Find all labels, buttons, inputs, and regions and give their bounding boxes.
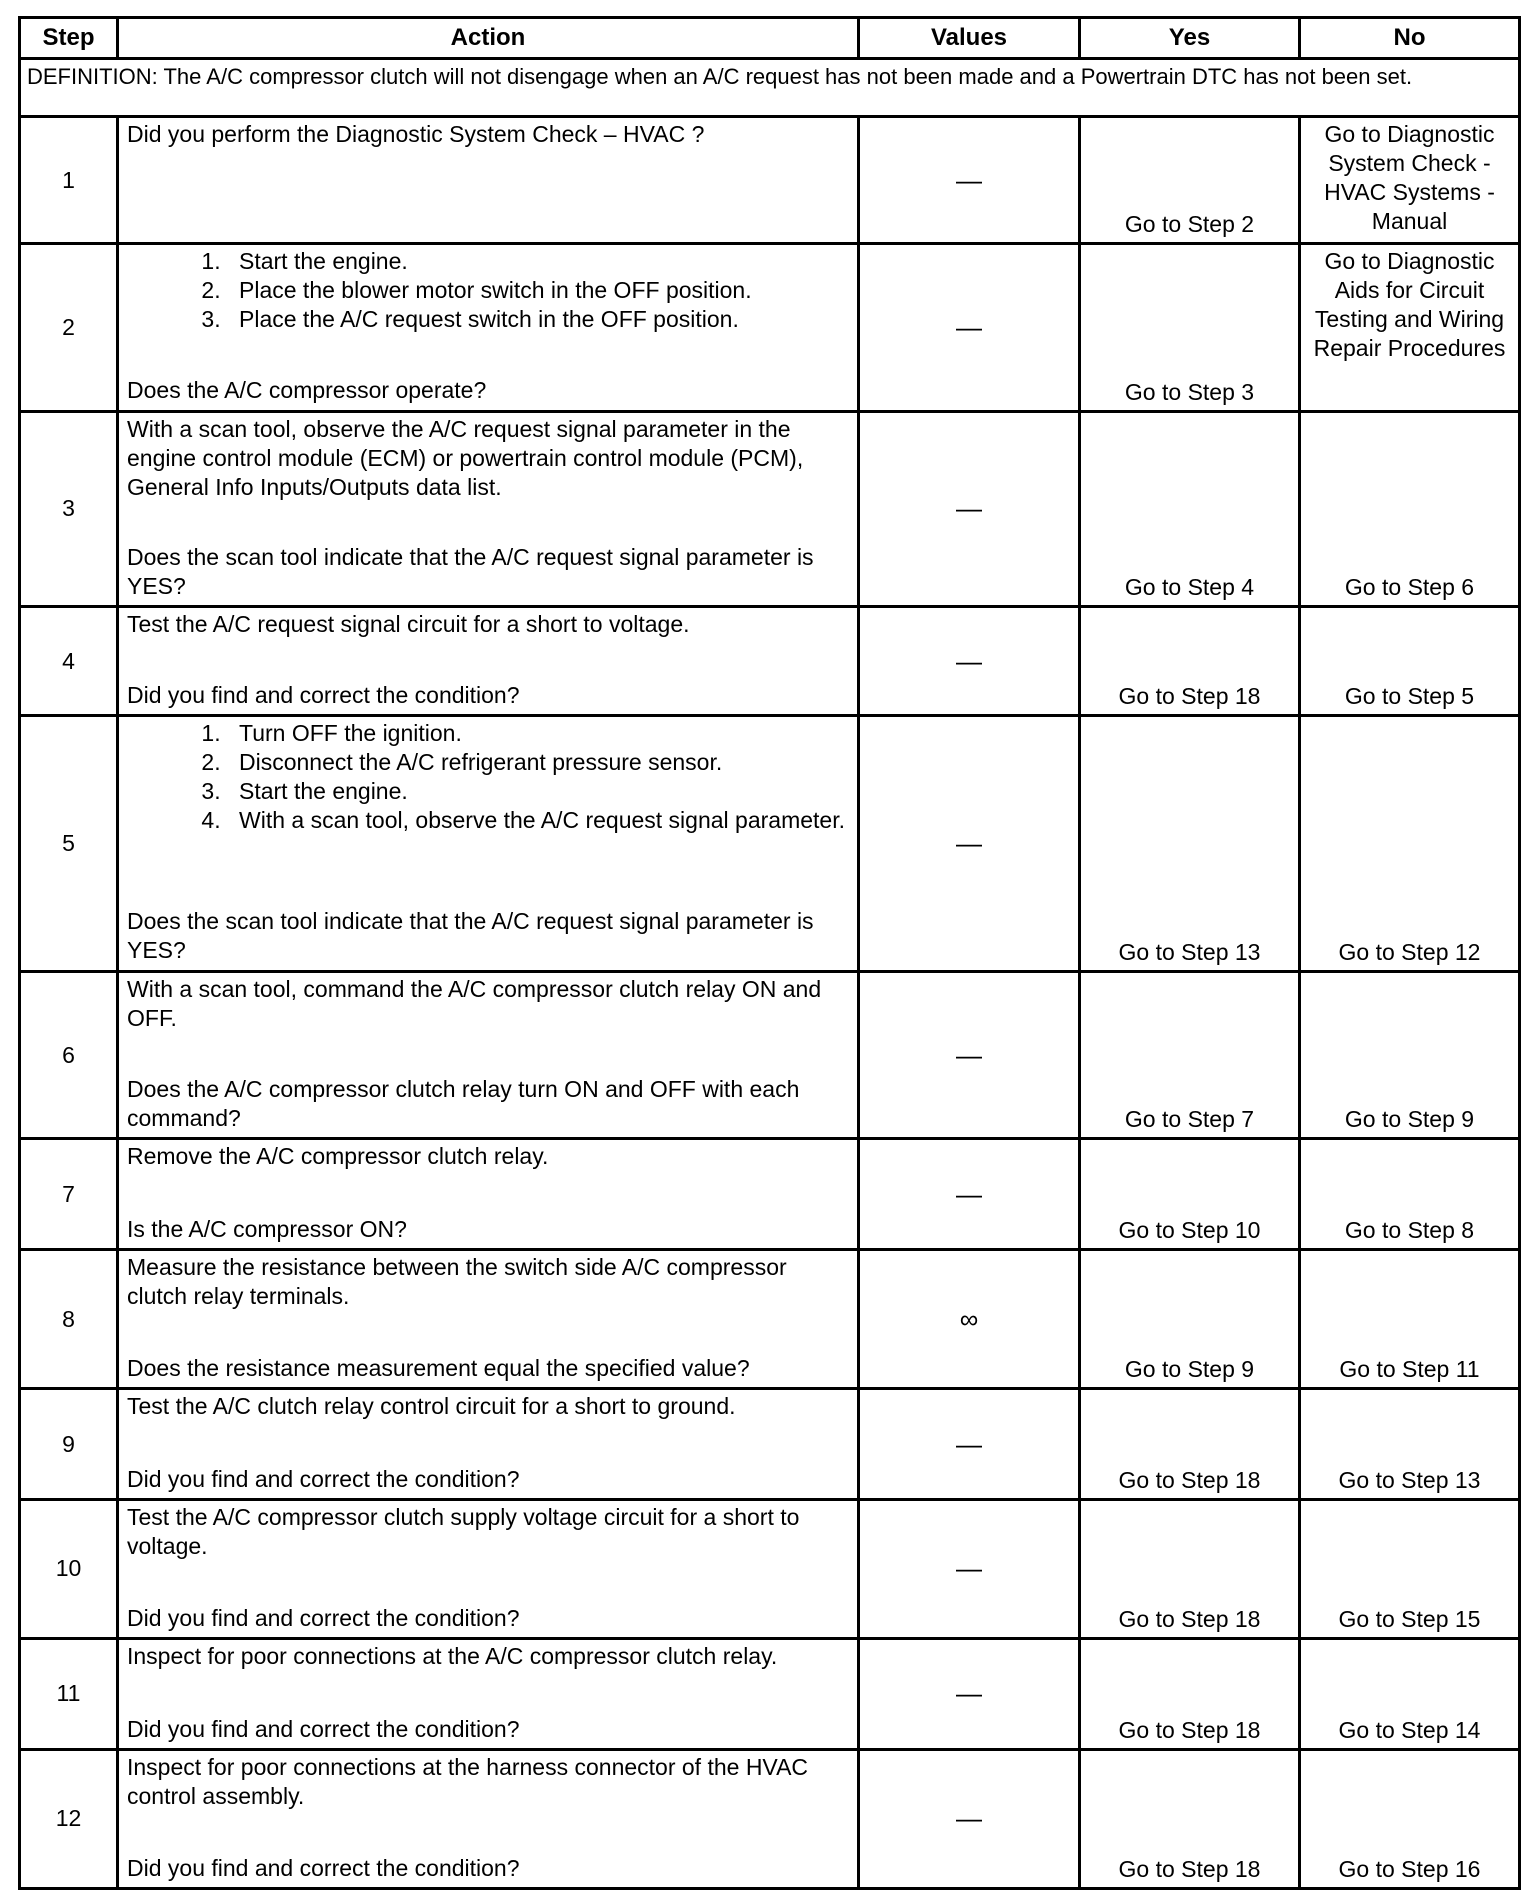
header-step: Step	[20, 18, 118, 59]
value-cell: —	[859, 1499, 1080, 1638]
yes-result: Go to Step 18	[1080, 1499, 1300, 1638]
yes-result: Go to Step 3	[1080, 244, 1300, 411]
action-instruction: With a scan tool, observe the A/C request signal parameter in the engine control module (ECM) or powertrain control module (PCM), General Info Inputs/Outputs data list.	[127, 415, 804, 500]
header-action: Action	[118, 18, 859, 59]
value-cell: —	[859, 1749, 1080, 1888]
action-steps-list	[127, 719, 849, 835]
value-cell: —	[859, 607, 1080, 716]
yes-result: Go to Step 9	[1080, 1250, 1300, 1389]
value-cell: —	[859, 244, 1080, 411]
action-instruction: Test the A/C request signal circuit for a short to voltage.	[127, 611, 690, 638]
step-number: 3	[20, 411, 118, 606]
action-question: Is the A/C compressor ON?	[127, 1216, 407, 1243]
value-cell: ∞	[859, 1250, 1080, 1389]
table-row	[20, 607, 1520, 716]
yes-result: Go to Step 18	[1080, 1639, 1300, 1750]
value-cell: —	[859, 1389, 1080, 1500]
table-row	[20, 1250, 1520, 1389]
step-number: 6	[20, 971, 118, 1138]
value-cell: —	[859, 715, 1080, 971]
step-number: 5	[20, 715, 118, 971]
definition-text: DEFINITION: The A/C compressor clutch will not disengage when an A/C request has not been made and a Powertrain DTC has not been set.	[20, 59, 1520, 117]
table-row	[20, 971, 1520, 1138]
step-number: 1	[20, 117, 118, 244]
action-step-item: 1. Turn OFF the ignition.	[227, 719, 849, 748]
yes-result: Go to Step 13	[1080, 715, 1300, 971]
step-number: 7	[20, 1139, 118, 1250]
table-row	[20, 1749, 1520, 1888]
value-cell: —	[859, 1139, 1080, 1250]
action-question: Did you find and correct the condition?	[127, 1604, 520, 1631]
value-cell: —	[859, 971, 1080, 1138]
step-number: 8	[20, 1250, 118, 1389]
no-result: Go to Step 6	[1300, 411, 1520, 606]
table-row	[20, 1389, 1520, 1500]
no-result: Go to Diagnostic Aids for Circuit Testing and Wiring Repair Procedures	[1300, 244, 1520, 411]
step-number: 10	[20, 1499, 118, 1638]
action-instruction: Inspect for poor connections at the A/C compressor clutch relay.	[127, 1643, 778, 1670]
action-instruction: Did you perform the Diagnostic System Check – HVAC ?	[127, 121, 705, 148]
action-cell	[118, 1639, 859, 1750]
table-row	[20, 244, 1520, 411]
action-cell	[118, 411, 859, 606]
yes-result: Go to Step 18	[1080, 1389, 1300, 1500]
action-cell	[118, 1389, 859, 1500]
action-step-item: 2. Disconnect the A/C refrigerant pressure sensor.	[227, 748, 849, 777]
action-instruction: Test the A/C clutch relay control circuit for a short to ground.	[127, 1393, 736, 1420]
step-number: 12	[20, 1749, 118, 1888]
action-cell	[118, 117, 859, 244]
action-instruction: Measure the resistance between the switch side A/C compressor clutch relay terminals.	[127, 1254, 787, 1310]
value-cell: —	[859, 411, 1080, 606]
table-row	[20, 1499, 1520, 1638]
action-step-item: 3. Place the A/C request switch in the OFF position.	[227, 305, 849, 334]
no-result: Go to Step 15	[1300, 1499, 1520, 1638]
no-result: Go to Step 5	[1300, 607, 1520, 716]
no-result: Go to Step 14	[1300, 1639, 1520, 1750]
yes-result: Go to Step 18	[1080, 1749, 1300, 1888]
action-instruction: Test the A/C compressor clutch supply voltage circuit for a short to voltage.	[127, 1503, 800, 1559]
table-row	[20, 117, 1520, 244]
value-cell: —	[859, 117, 1080, 244]
no-result: Go to Step 9	[1300, 971, 1520, 1138]
step-number: 9	[20, 1389, 118, 1500]
action-question: Does the scan tool indicate that the A/C request signal parameter is YES?	[127, 543, 814, 599]
action-step-item: 3. Start the engine.	[227, 777, 849, 806]
header-row	[20, 18, 1520, 59]
action-cell	[118, 1139, 859, 1250]
no-result: Go to Step 16	[1300, 1749, 1520, 1888]
header-yes: Yes	[1080, 18, 1300, 59]
value-cell: —	[859, 1639, 1080, 1750]
action-cell	[118, 1499, 859, 1638]
action-step-item: 1. Start the engine.	[227, 247, 849, 276]
yes-result: Go to Step 10	[1080, 1139, 1300, 1250]
action-question: Does the A/C compressor clutch relay turn ON and OFF with each command?	[127, 1075, 800, 1131]
table-row	[20, 1139, 1520, 1250]
step-number: 11	[20, 1639, 118, 1750]
no-result: Go to Step 8	[1300, 1139, 1520, 1250]
step-number: 2	[20, 244, 118, 411]
action-cell	[118, 971, 859, 1138]
action-question: Did you find and correct the condition?	[127, 1716, 520, 1743]
yes-result: Go to Step 2	[1080, 117, 1300, 244]
step-number: 4	[20, 607, 118, 716]
action-cell	[118, 1749, 859, 1888]
action-step-item: 2. Place the blower motor switch in the OFF position.	[227, 276, 849, 305]
header-values: Values	[859, 18, 1080, 59]
action-cell	[118, 715, 859, 971]
yes-result: Go to Step 7	[1080, 971, 1300, 1138]
no-result: Go to Diagnostic System Check - HVAC Systems - Manual	[1300, 117, 1520, 244]
action-question: Did you find and correct the condition?	[127, 1854, 520, 1881]
action-cell	[118, 244, 859, 411]
action-question: Did you find and correct the condition?	[127, 682, 520, 709]
no-result: Go to Step 12	[1300, 715, 1520, 971]
action-question: Does the A/C compressor operate?	[127, 377, 487, 404]
header-no: No	[1300, 18, 1520, 59]
diagnostic-table	[18, 16, 1521, 1890]
no-result: Go to Step 11	[1300, 1250, 1520, 1389]
yes-result: Go to Step 4	[1080, 411, 1300, 606]
action-cell	[118, 1250, 859, 1389]
table-row	[20, 411, 1520, 606]
action-instruction: With a scan tool, command the A/C compressor clutch relay ON and OFF.	[127, 975, 822, 1031]
no-result: Go to Step 13	[1300, 1389, 1520, 1500]
action-cell	[118, 607, 859, 716]
action-steps-list	[127, 247, 849, 334]
action-step-item: 4. With a scan tool, observe the A/C request signal parameter.	[227, 806, 849, 835]
definition-row	[20, 59, 1520, 117]
action-instruction: Remove the A/C compressor clutch relay.	[127, 1143, 549, 1170]
table-row	[20, 1639, 1520, 1750]
table-row	[20, 715, 1520, 971]
action-question: Does the scan tool indicate that the A/C request signal parameter is YES?	[127, 907, 814, 963]
action-instruction: Inspect for poor connections at the harness connector of the HVAC control assembly.	[127, 1753, 809, 1809]
action-question: Did you find and correct the condition?	[127, 1466, 520, 1493]
action-question: Does the resistance measurement equal the specified value?	[127, 1355, 750, 1382]
yes-result: Go to Step 18	[1080, 607, 1300, 716]
